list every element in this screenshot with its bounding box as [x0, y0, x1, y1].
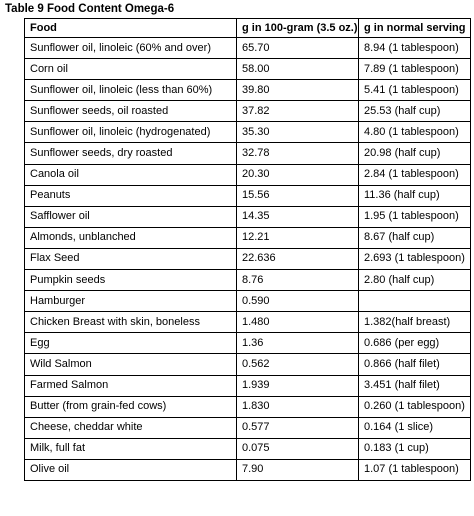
cell-food: Flax Seed [25, 248, 237, 269]
cell-g-per-100g: 1.36 [237, 333, 359, 354]
cell-g-per-100g: 1.939 [237, 375, 359, 396]
cell-g-per-serving: 4.80 (1 tablespoon) [359, 122, 471, 143]
cell-g-per-100g: 0.590 [237, 291, 359, 312]
cell-g-per-100g: 0.577 [237, 417, 359, 438]
cell-g-per-serving: 2.693 (1 tablespoon) [359, 248, 471, 269]
cell-g-per-serving: 25.53 (half cup) [359, 101, 471, 122]
table-row [25, 185, 471, 206]
cell-g-per-100g: 1.830 [237, 396, 359, 417]
cell-food: Milk, full fat [25, 438, 237, 459]
cell-g-per-serving: 1.95 (1 tablespoon) [359, 206, 471, 227]
cell-food: Sunflower seeds, dry roasted [25, 143, 237, 164]
header-food: Food [25, 19, 237, 38]
cell-g-per-100g: 1.480 [237, 312, 359, 333]
table-row [25, 59, 471, 80]
table-row [25, 291, 471, 312]
cell-food: Cheese, cheddar white [25, 417, 237, 438]
cell-food: Olive oil [25, 459, 237, 480]
cell-food: Butter (from grain-fed cows) [25, 396, 237, 417]
cell-g-per-100g: 35.30 [237, 122, 359, 143]
cell-g-per-100g: 15.56 [237, 185, 359, 206]
cell-g-per-serving: 7.89 (1 tablespoon) [359, 59, 471, 80]
cell-g-per-100g: 8.76 [237, 270, 359, 291]
cell-g-per-100g: 58.00 [237, 59, 359, 80]
table-row [25, 122, 471, 143]
table-row [25, 417, 471, 438]
table-row [25, 206, 471, 227]
cell-food: Farmed Salmon [25, 375, 237, 396]
cell-g-per-serving: 8.94 (1 tablespoon) [359, 38, 471, 59]
header-g-per-100g: g in 100-gram (3.5 oz.) [237, 19, 359, 38]
table-caption: Table 9 Food Content Omega-6 [5, 3, 175, 15]
table-row [25, 375, 471, 396]
table-row [25, 396, 471, 417]
cell-g-per-serving: 3.451 (half filet) [359, 375, 471, 396]
cell-g-per-serving: 5.41 (1 tablespoon) [359, 80, 471, 101]
cell-food: Sunflower oil, linoleic (60% and over) [25, 38, 237, 59]
cell-g-per-100g: 32.78 [237, 143, 359, 164]
cell-g-per-serving: 1.07 (1 tablespoon) [359, 459, 471, 480]
header-g-per-serving: g in normal serving [359, 19, 471, 38]
table-row [25, 38, 471, 59]
cell-food: Safflower oil [25, 206, 237, 227]
cell-g-per-100g: 0.562 [237, 354, 359, 375]
cell-g-per-100g: 37.82 [237, 101, 359, 122]
table-row [25, 354, 471, 375]
cell-g-per-100g: 65.70 [237, 38, 359, 59]
cell-g-per-serving: 0.686 (per egg) [359, 333, 471, 354]
table-row [25, 459, 471, 480]
cell-g-per-100g: 22.636 [237, 248, 359, 269]
table-row [25, 333, 471, 354]
cell-g-per-serving: 11.36 (half cup) [359, 185, 471, 206]
cell-food: Canola oil [25, 164, 237, 185]
cell-food: Sunflower oil, linoleic (hydrogenated) [25, 122, 237, 143]
cell-g-per-serving: 1.382(half breast) [359, 312, 471, 333]
header-row [25, 19, 471, 38]
cell-food: Corn oil [25, 59, 237, 80]
cell-food: Peanuts [25, 185, 237, 206]
cell-food: Chicken Breast with skin, boneless [25, 312, 237, 333]
cell-g-per-serving: 0.260 (1 tablespoon) [359, 396, 471, 417]
cell-g-per-serving: 2.84 (1 tablespoon) [359, 164, 471, 185]
cell-g-per-serving: 8.67 (half cup) [359, 227, 471, 248]
table-row [25, 248, 471, 269]
table-row [25, 312, 471, 333]
cell-g-per-serving: 20.98 (half cup) [359, 143, 471, 164]
cell-food: Sunflower seeds, oil roasted [25, 101, 237, 122]
cell-g-per-serving: 0.183 (1 cup) [359, 438, 471, 459]
table-row [25, 143, 471, 164]
table-row [25, 101, 471, 122]
cell-g-per-100g: 39.80 [237, 80, 359, 101]
cell-g-per-serving: 2.80 (half cup) [359, 270, 471, 291]
table-row [25, 227, 471, 248]
cell-g-per-serving [359, 291, 471, 312]
cell-g-per-serving: 0.164 (1 slice) [359, 417, 471, 438]
table-row [25, 438, 471, 459]
cell-g-per-100g: 20.30 [237, 164, 359, 185]
cell-food: Pumpkin seeds [25, 270, 237, 291]
cell-food: Sunflower oil, linoleic (less than 60%) [25, 80, 237, 101]
table-body [25, 38, 471, 481]
cell-g-per-serving: 0.866 (half filet) [359, 354, 471, 375]
cell-food: Hamburger [25, 291, 237, 312]
cell-food: Almonds, unblanched [25, 227, 237, 248]
cell-g-per-100g: 12.21 [237, 227, 359, 248]
table-row [25, 164, 471, 185]
table-row [25, 80, 471, 101]
cell-g-per-100g: 14.35 [237, 206, 359, 227]
omega6-table [24, 18, 471, 481]
cell-food: Wild Salmon [25, 354, 237, 375]
cell-g-per-100g: 7.90 [237, 459, 359, 480]
cell-food: Egg [25, 333, 237, 354]
cell-g-per-100g: 0.075 [237, 438, 359, 459]
table-row [25, 270, 471, 291]
